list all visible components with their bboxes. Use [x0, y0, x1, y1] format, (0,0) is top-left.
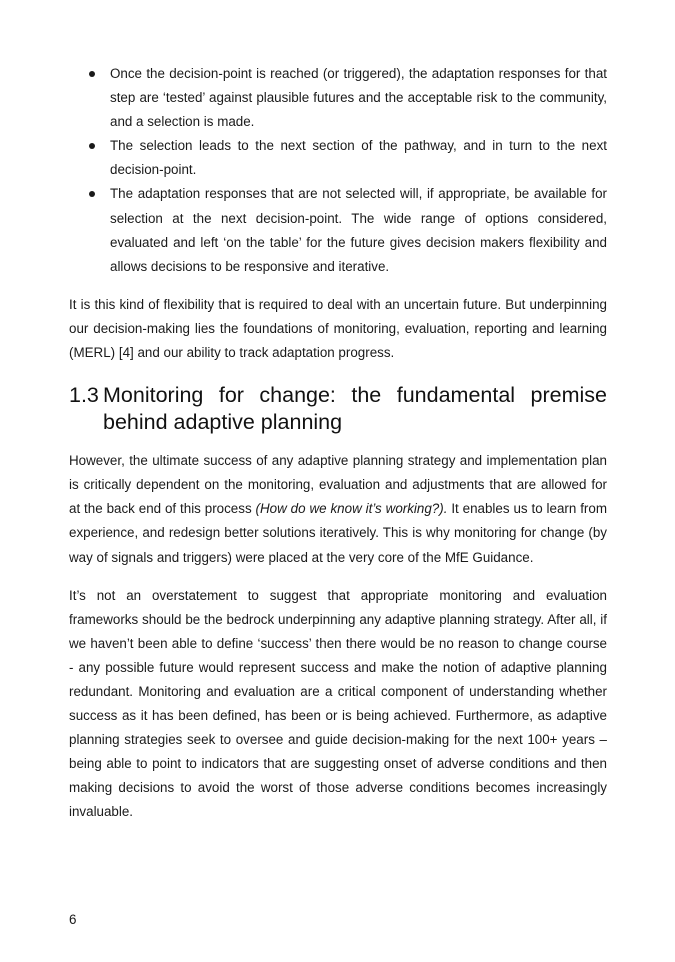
bullet-icon	[89, 191, 95, 197]
bullet-icon	[89, 71, 95, 77]
body-paragraph-2	[69, 449, 607, 569]
bullet-text: Once the decision-point is reached (or triggered), the adaptation responses for that step are ‘tested’ against plausible futures and the acceptable risk to the community, and a selection is made.	[110, 66, 607, 130]
bullet-list	[69, 62, 607, 279]
page-content	[69, 62, 607, 825]
bullet-item	[69, 62, 607, 134]
page-number: 6	[69, 912, 77, 927]
bullet-icon	[89, 143, 95, 149]
bullet-item	[69, 182, 607, 278]
intro-paragraph: It is this kind of flexibility that is required to deal with an uncertain future. But underpinning our decision-making lies the foundations of monitoring, evaluation, reporting and learning (MERL) [4] and our ability to track adaptation progress.	[69, 296, 607, 361]
paragraph-2-text-end: It enables us to learn from experience, and redesign better solutions iteratively. This is why monitoring for change (by way of signals and triggers) were placed at the very core of the MfE Guidance.	[69, 501, 607, 565]
section-title: Monitoring for change: the fundamental premise behind adaptive planning	[103, 383, 607, 435]
section-number: 1.3	[69, 383, 99, 408]
bullet-text: The selection leads to the next section of the pathway, and in turn to the next decision-point.	[110, 138, 607, 178]
body-paragraph-3: It’s not an overstatement to suggest that appropriate monitoring and evaluation frameworks should be the bedrock underpinning any adaptive planning strategy. After all, if we haven’t been able to define ‘success’ then there would be no reason to change course - any possible future would represent success and make the notion of adaptive planning redundant. Monitoring and evaluation are a critical component of understanding whether success as it has been defined, has been or is being achieved. Furthermore, as adaptive planning strategies seek to oversee and guide decision-making for the next 100+ years – being able to point to indicators that are suggesting onset of adverse conditions and then making decisions to avoid the worst of those adverse conditions becomes increasingly invaluable.	[69, 587, 607, 820]
bullet-text: The adaptation responses that are not selected will, if appropriate, be available for selection at the next decision-point. The wide range of options considered, evaluated and left ‘on the table’ for the future gives decision makers flexibility and allows decisions to be responsive and iterative.	[110, 186, 607, 274]
section-heading	[69, 382, 607, 436]
paragraph-2-italic-question: (How do we know it’s working?).	[255, 501, 448, 517]
bullet-item	[69, 134, 607, 182]
paragraph-2-text-start: However, the ultimate success of any adaptive planning strategy and implementation plan is critically dependent on the monitoring, evaluation and adjustments that are allowed for at the back end of this process	[69, 453, 607, 517]
